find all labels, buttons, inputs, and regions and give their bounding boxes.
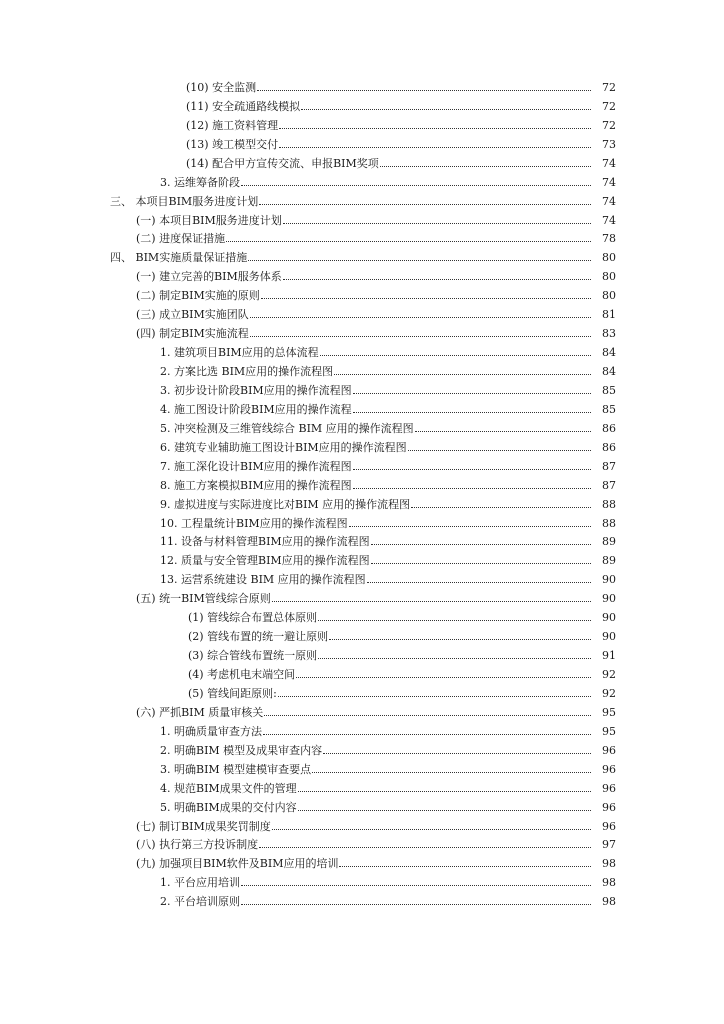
dot-leader bbox=[279, 128, 613, 129]
toc-entry-label: (五) 统一BIM管线综合原则 bbox=[136, 592, 271, 606]
toc-entry-page: 72 bbox=[592, 81, 616, 94]
toc-entry-page: 96 bbox=[592, 782, 616, 795]
dot-leader bbox=[318, 658, 613, 659]
dot-leader bbox=[312, 772, 613, 773]
toc-entry-page: 89 bbox=[592, 554, 616, 567]
toc-entry bbox=[0, 778, 724, 797]
dot-leader bbox=[415, 431, 613, 432]
toc-entry-label: 3. 初步设计阶段BIM应用的操作流程图 bbox=[160, 383, 352, 397]
toc-entry-page: 87 bbox=[592, 479, 616, 492]
dot-leader bbox=[371, 544, 613, 545]
toc-entry-page: 84 bbox=[592, 346, 616, 359]
toc-entry-page: 87 bbox=[592, 460, 616, 473]
toc-entry-page: 89 bbox=[592, 535, 616, 548]
dot-leader bbox=[250, 336, 613, 337]
toc-entry-label: (四) 制定BIM实施流程 bbox=[136, 327, 249, 341]
dot-leader bbox=[241, 885, 613, 886]
toc-entry bbox=[0, 304, 724, 323]
toc-entry-page: 95 bbox=[592, 706, 616, 719]
toc-entry bbox=[0, 456, 724, 475]
toc-entry bbox=[0, 702, 724, 721]
toc-entry-label: 1. 明确质量审查方法 bbox=[160, 724, 262, 738]
toc-entry-label: (八) 执行第三方投诉制度 bbox=[136, 838, 259, 852]
dot-leader bbox=[298, 791, 613, 792]
toc-entry-label: 9. 虚拟进度与实际进度比对BIM 应用的操作流程图 bbox=[160, 497, 411, 511]
toc-entry bbox=[0, 134, 724, 153]
toc-entry bbox=[0, 626, 724, 645]
toc-entry-page: 95 bbox=[592, 725, 616, 738]
toc-entry bbox=[0, 683, 724, 702]
toc-entry-page: 80 bbox=[592, 270, 616, 283]
toc-entry bbox=[0, 153, 724, 172]
dot-leader bbox=[272, 601, 613, 602]
toc-entry bbox=[0, 96, 724, 115]
dot-leader bbox=[279, 147, 613, 148]
toc-entry bbox=[0, 266, 724, 285]
dot-leader bbox=[263, 734, 613, 735]
toc-entry-label: 1. 建筑项目BIM应用的总体流程 bbox=[160, 346, 319, 360]
toc-entry-page: 80 bbox=[592, 289, 616, 302]
toc-entry-label: (二) 进度保证措施 bbox=[136, 232, 226, 246]
toc-entry-label: (5) 管线间距原则: bbox=[188, 686, 277, 700]
toc-entry bbox=[0, 191, 724, 210]
dot-leader bbox=[353, 393, 613, 394]
toc-entry bbox=[0, 740, 724, 759]
toc-entry-page: 74 bbox=[592, 195, 616, 208]
toc-entry bbox=[0, 172, 724, 191]
toc-entry-page: 88 bbox=[592, 517, 616, 530]
toc-entry-page: 90 bbox=[592, 592, 616, 605]
toc-entry bbox=[0, 115, 724, 134]
toc-entry-page: 85 bbox=[592, 384, 616, 397]
dot-leader bbox=[380, 166, 613, 167]
toc-entry-label: (七) 制订BIM成果奖罚制度 bbox=[136, 819, 271, 833]
toc-entry-label: 7. 施工深化设计BIM应用的操作流程图 bbox=[160, 459, 352, 473]
toc-entry bbox=[0, 645, 724, 664]
dot-leader bbox=[353, 488, 613, 489]
toc-entry-label: (二) 制定BIM实施的原则 bbox=[136, 289, 260, 303]
dot-leader bbox=[248, 260, 613, 261]
toc-entry-label: 4. 施工图设计阶段BIM应用的操作流程 bbox=[160, 402, 352, 416]
dot-leader bbox=[226, 241, 613, 242]
dot-leader bbox=[408, 450, 613, 451]
toc-entry-page: 83 bbox=[592, 327, 616, 340]
toc-entry-label: (3) 综合管线布置统一原则 bbox=[188, 649, 318, 663]
toc-entry-label: 2. 平台培训原则 bbox=[160, 895, 240, 909]
toc-entry bbox=[0, 721, 724, 740]
toc-entry bbox=[0, 229, 724, 248]
dot-leader bbox=[296, 677, 613, 678]
dot-leader bbox=[241, 185, 613, 186]
toc-entry-label: 三、 本项目BIM服务进度计划 bbox=[110, 194, 259, 208]
toc-entry-page: 98 bbox=[592, 895, 616, 908]
toc-entry-page: 74 bbox=[592, 214, 616, 227]
toc-entry bbox=[0, 891, 724, 910]
toc-entry-page: 92 bbox=[592, 687, 616, 700]
toc-entry bbox=[0, 323, 724, 342]
dot-leader bbox=[339, 866, 613, 867]
toc-entry-page: 90 bbox=[592, 573, 616, 586]
dot-leader bbox=[334, 374, 613, 375]
toc-entry bbox=[0, 569, 724, 588]
dot-leader bbox=[261, 298, 613, 299]
toc-entry bbox=[0, 77, 724, 96]
toc-entry bbox=[0, 835, 724, 854]
toc-entry bbox=[0, 399, 724, 418]
dot-leader bbox=[301, 109, 613, 110]
toc-entry bbox=[0, 588, 724, 607]
toc-entry bbox=[0, 759, 724, 778]
toc-entry-page: 80 bbox=[592, 251, 616, 264]
toc-entry-page: 96 bbox=[592, 801, 616, 814]
toc-entry bbox=[0, 361, 724, 380]
toc-entry-page: 96 bbox=[592, 820, 616, 833]
toc-entry-label: 11. 设备与材料管理BIM应用的操作流程图 bbox=[160, 535, 370, 549]
toc-entry-page: 98 bbox=[592, 876, 616, 889]
toc-entry bbox=[0, 872, 724, 891]
toc-entry-page: 96 bbox=[592, 763, 616, 776]
toc-entry bbox=[0, 475, 724, 494]
dot-leader bbox=[353, 469, 613, 470]
toc-entry-page: 90 bbox=[592, 611, 616, 624]
toc-entry bbox=[0, 437, 724, 456]
toc-entry-page: 78 bbox=[592, 232, 616, 245]
toc-entry-label: 四、 BIM实施质量保证措施 bbox=[110, 251, 248, 265]
toc-entry-label: 3. 运维筹备阶段 bbox=[160, 175, 240, 189]
toc-entry bbox=[0, 285, 724, 304]
toc-entry bbox=[0, 664, 724, 683]
dot-leader bbox=[349, 526, 613, 527]
dot-leader bbox=[353, 412, 613, 413]
dot-leader bbox=[298, 810, 613, 811]
toc-entry-page: 74 bbox=[592, 157, 616, 170]
toc-entry-page: 73 bbox=[592, 138, 616, 151]
toc-entry-label: (三) 成立BIM实施团队 bbox=[136, 308, 249, 322]
toc-entry-label: 3. 明确BIM 模型建模审查要点 bbox=[160, 762, 312, 776]
toc-entry-label: 1. 平台应用培训 bbox=[160, 876, 240, 890]
dot-leader bbox=[241, 904, 613, 905]
toc-entry-page: 92 bbox=[592, 668, 616, 681]
toc-entry-label: 2. 方案比选 BIM应用的操作流程图 bbox=[160, 365, 334, 378]
toc-entry-page: 91 bbox=[592, 649, 616, 662]
dot-leader bbox=[411, 507, 613, 508]
toc-entry-page: 74 bbox=[592, 176, 616, 189]
toc-entry bbox=[0, 853, 724, 872]
toc-entry-label: 5. 明确BIM成果的交付内容 bbox=[160, 800, 297, 814]
toc-entry-page: 98 bbox=[592, 857, 616, 870]
dot-leader bbox=[323, 753, 613, 754]
toc-entry-label: (11) 安全疏通路线模拟 bbox=[186, 99, 301, 113]
toc-entry-label: 4. 规范BIM成果文件的管理 bbox=[160, 781, 297, 795]
toc-entry-label: (一) 建立完善的BIM服务体系 bbox=[136, 270, 282, 284]
toc-entry-label: 10. 工程量统计BIM应用的操作流程图 bbox=[160, 516, 348, 530]
toc-entry bbox=[0, 797, 724, 816]
toc-entry-label: (九) 加强项目BIM软件及BIM应用的培训 bbox=[136, 857, 339, 871]
dot-leader bbox=[367, 582, 613, 583]
toc-entry-label: (六) 严抓BIM 质量审核关 bbox=[136, 705, 264, 719]
toc-entry bbox=[0, 816, 724, 835]
toc-entry-label: 2. 明确BIM 模型及成果审查内容 bbox=[160, 743, 323, 757]
toc-entry bbox=[0, 607, 724, 626]
dot-leader bbox=[283, 279, 613, 280]
toc-entry-page: 86 bbox=[592, 441, 616, 454]
toc-entry-page: 84 bbox=[592, 365, 616, 378]
toc-entry-label: (12) 施工资料管理 bbox=[186, 118, 279, 132]
toc-entry-page: 85 bbox=[592, 403, 616, 416]
dot-leader bbox=[329, 639, 613, 640]
toc-entry-label: (10) 安全监测 bbox=[186, 80, 257, 94]
dot-leader bbox=[320, 355, 613, 356]
dot-leader bbox=[259, 204, 613, 205]
dot-leader bbox=[264, 715, 613, 716]
toc-entry-page: 81 bbox=[592, 308, 616, 321]
dot-leader bbox=[283, 223, 613, 224]
toc-entry-page: 88 bbox=[592, 498, 616, 511]
toc-entry-page: 72 bbox=[592, 119, 616, 132]
toc-entry-page: 90 bbox=[592, 630, 616, 643]
toc-entry-label: 12. 质量与安全管理BIM应用的操作流程图 bbox=[160, 554, 370, 568]
toc-entry-label: (13) 竣工模型交付 bbox=[186, 137, 279, 151]
toc-entry-label: (1) 管线综合布置总体原则 bbox=[188, 611, 318, 625]
dot-leader bbox=[371, 563, 613, 564]
toc-entry-page: 72 bbox=[592, 100, 616, 113]
dot-leader bbox=[250, 317, 613, 318]
toc-entry-label: (一) 本项目BIM服务进度计划 bbox=[136, 213, 282, 227]
toc-entry bbox=[0, 210, 724, 229]
toc-entry-page: 86 bbox=[592, 422, 616, 435]
toc-entry-label: 5. 冲突检测及三维管线综合 BIM 应用的操作流程图 bbox=[160, 421, 414, 435]
toc-entry bbox=[0, 342, 724, 361]
toc-entry-label: (2) 管线布置的统一避让原则 bbox=[188, 630, 329, 644]
dot-leader bbox=[272, 829, 613, 830]
dot-leader bbox=[318, 620, 613, 621]
toc-entry bbox=[0, 513, 724, 532]
toc-entry-label: (14) 配合甲方宣传交流、申报BIM奖项 bbox=[186, 156, 379, 170]
dot-leader bbox=[259, 847, 613, 848]
toc-entry bbox=[0, 532, 724, 551]
dot-leader bbox=[278, 696, 613, 697]
toc-entry-label: (4) 考虑机电末端空间 bbox=[188, 668, 296, 681]
toc-entry-label: 8. 施工方案模拟BIM应用的操作流程图 bbox=[160, 478, 352, 492]
toc-entry bbox=[0, 550, 724, 569]
toc-entry bbox=[0, 494, 724, 513]
toc-entry bbox=[0, 418, 724, 437]
table-of-contents bbox=[0, 77, 724, 910]
toc-entry-page: 96 bbox=[592, 744, 616, 757]
toc-entry-label: 6. 建筑专业辅助施工图设计BIM应用的操作流程图 bbox=[160, 440, 407, 454]
toc-entry bbox=[0, 247, 724, 266]
dot-leader bbox=[257, 90, 613, 91]
toc-entry bbox=[0, 380, 724, 399]
toc-entry-page: 97 bbox=[592, 838, 616, 851]
toc-entry-label: 13. 运营系统建设 BIM 应用的操作流程图 bbox=[160, 573, 366, 587]
